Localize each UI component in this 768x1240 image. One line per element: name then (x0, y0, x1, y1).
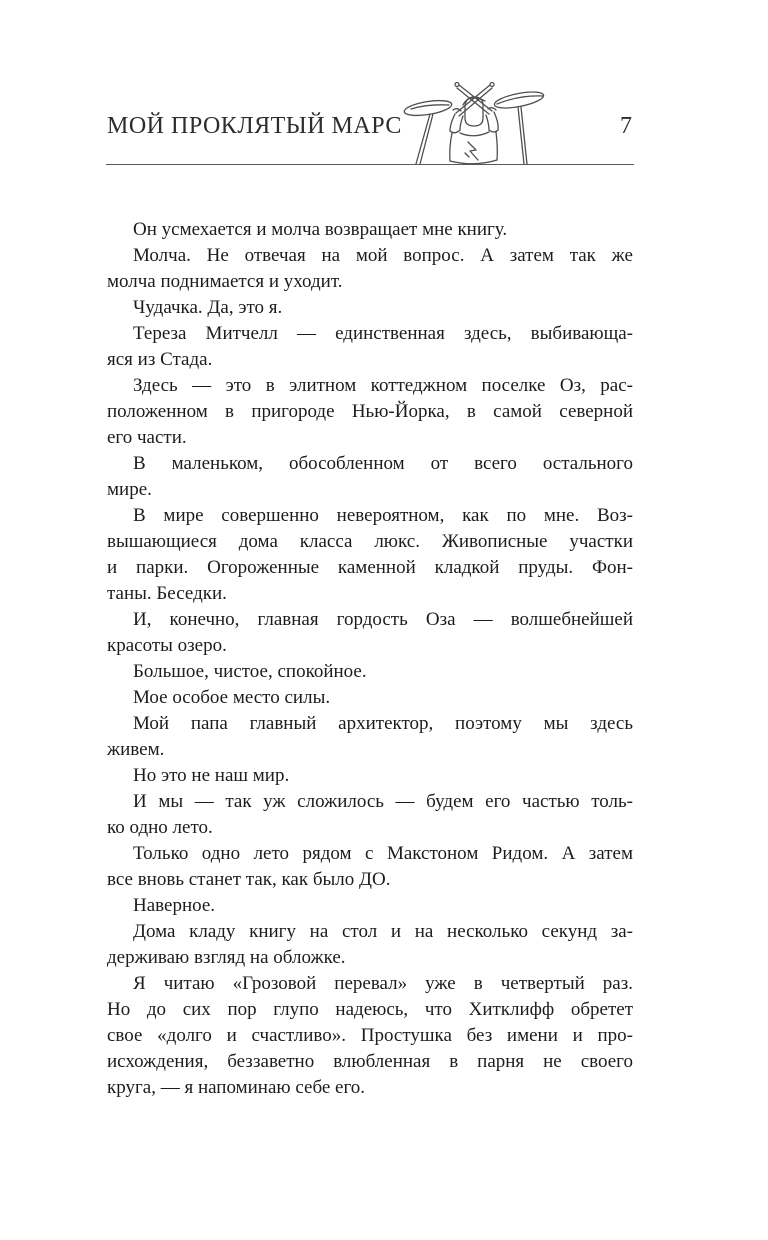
text-line: красоты озеро. (107, 635, 227, 656)
text-line: Мое особое место силы. (133, 687, 331, 708)
paragraph (107, 503, 633, 607)
text-line: мире. (107, 479, 152, 500)
text-line: свое «долго и счастливо». Простушка без имени и про- (107, 1025, 633, 1046)
paragraph (107, 659, 633, 685)
paragraph (107, 607, 633, 659)
paragraph (107, 789, 633, 841)
text-line: вышающиеся дома класса люкс. Живописные участки (107, 531, 633, 552)
text-line: Я читаю «Грозовой перевал» уже в четвертый раз. (133, 973, 633, 994)
text-line: и парки. Огороженные каменной кладкой пруды. Фон- (107, 557, 633, 578)
text-line: В мире совершенно невероятном, как по мне. Воз- (133, 505, 633, 526)
paragraph (107, 295, 633, 321)
paragraph (107, 971, 633, 1101)
paragraph (107, 685, 633, 711)
text-line: Здесь — это в элитном коттеджном поселке Оз, рас- (133, 375, 633, 396)
header-rule (106, 164, 634, 165)
paragraph (107, 373, 633, 451)
text-line: Дома кладу книгу на стол и на несколько секунд за- (133, 921, 633, 942)
body-text (107, 217, 633, 1101)
paragraph (107, 243, 633, 295)
text-line: Он усмехается и молча возвращает мне книгу. (133, 219, 508, 240)
text-line: положенном в пригороде Нью-Йорка, в самой северной (107, 401, 633, 422)
text-line: исхождения, беззаветно влюбленная в парня не своего (107, 1051, 633, 1072)
paragraph (107, 841, 633, 893)
text-line: живем. (107, 739, 165, 760)
text-line: Наверное. (133, 895, 216, 916)
text-line: И мы — так уж сложилось — будем его частью толь- (133, 791, 633, 812)
text-line: его части. (107, 427, 187, 448)
text-line: держиваю взгляд на обложке. (107, 947, 346, 968)
text-line: И, конечно, главная гордость Оза — волшебнейшей (133, 609, 633, 630)
paragraph (107, 711, 633, 763)
text-line: таны. Беседки. (107, 583, 227, 604)
text-line: В маленьком, обособленном от всего остального (133, 453, 633, 474)
running-title: МОЙ ПРОКЛЯТЫЙ МАРС (107, 113, 402, 139)
text-line: Большое, чистое, спокойное. (133, 661, 367, 682)
text-line: Чудачка. Да, это я. (133, 297, 283, 318)
drummer-cymbals-icon (397, 80, 551, 168)
page-number: 7 (620, 113, 632, 139)
paragraph (107, 893, 633, 919)
text-line: Но до сих пор глупо надеюсь, что Хитклифф обретет (107, 999, 633, 1020)
text-line: молча поднимается и уходит. (107, 271, 343, 292)
paragraph (107, 919, 633, 971)
text-line: Но это не наш мир. (133, 765, 290, 786)
text-line: яся из Стада. (107, 349, 213, 370)
text-line: ко одно лето. (107, 817, 213, 838)
text-line: Мой папа главный архитектор, поэтому мы здесь (133, 713, 633, 734)
paragraph (107, 217, 633, 243)
paragraph (107, 451, 633, 503)
text-line: Молча. Не отвечая на мой вопрос. А затем так же (133, 245, 633, 266)
text-line: круга, — я напоминаю себе его. (107, 1077, 366, 1098)
text-line: Тереза Митчелл — единственная здесь, выбивающа- (133, 323, 633, 344)
paragraph (107, 321, 633, 373)
text-line: все вновь станет так, как было ДО. (107, 869, 391, 890)
text-line: Только одно лето рядом с Макстоном Ридом. А затем (133, 843, 633, 864)
paragraph (107, 763, 633, 789)
